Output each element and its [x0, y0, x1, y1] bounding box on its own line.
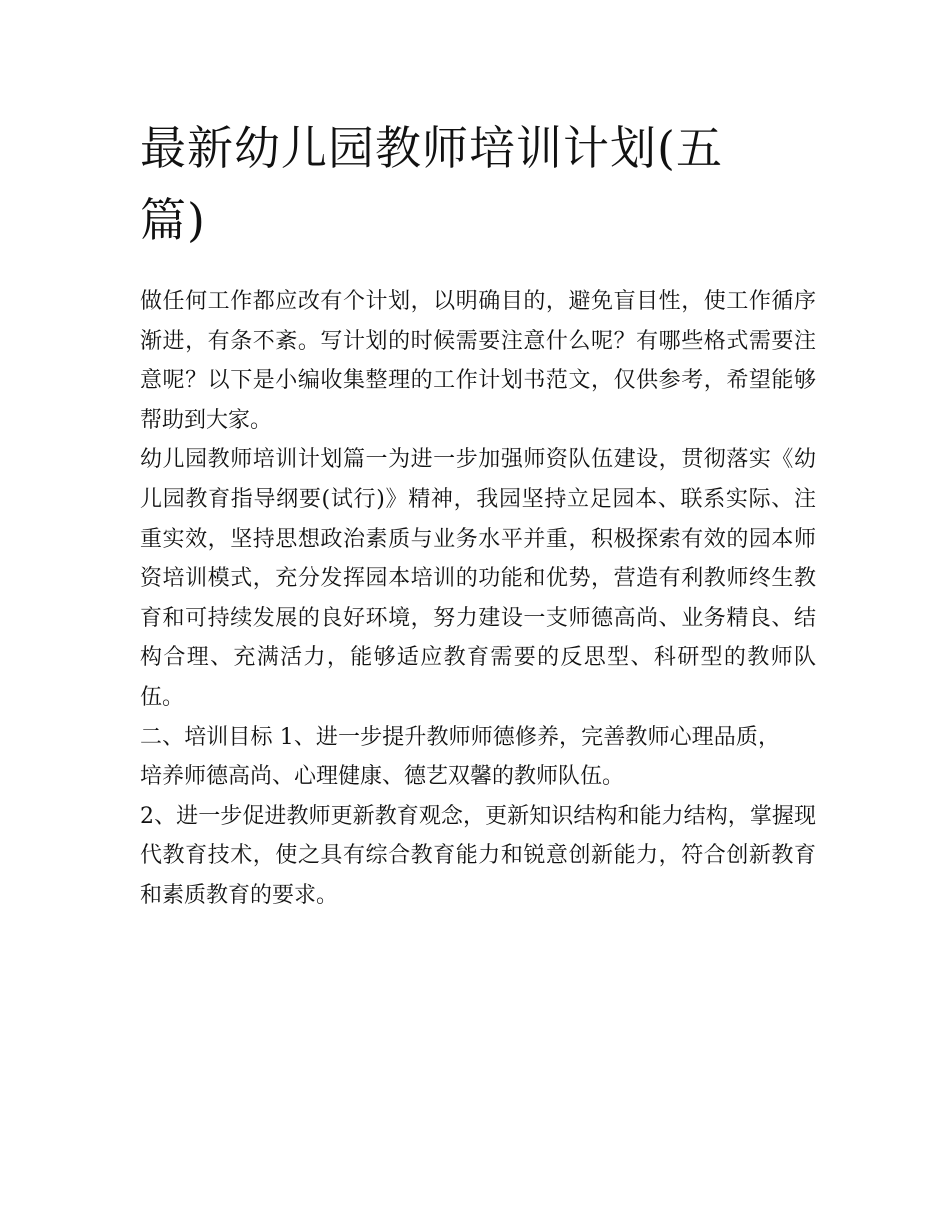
paragraph-plan-one: 幼儿园教师培训计划篇一为进一步加强师资队伍建设，贯彻落实《幼儿园教育指导纲要(试行)》精神，我园坚持立足园本、联系实际、注重实效，坚持思想政治素质与业务水平并重，积极探索有效的园本师资培训模式，充分发挥园本培训的功能和优势，营造有利教师终生教育和可持续发展的良好环境，努力建设一支师德高尚、业务精良、结构合理、充满活力，能够适应教育需要的反思型、科研型的教师队伍。	[140, 447, 816, 710]
document-body	[140, 282, 816, 916]
document-title: 最新幼儿园教师培训计划(五篇)	[140, 121, 723, 247]
paragraph-training-goals: 二、培训目标 1、进一步提升教师师德修养，完善教师心理品质，培养师德高尚、心理健康、德艺双馨的教师队伍。	[140, 724, 780, 790]
paragraph-goal-two: 2、进一步促进教师更新教育观念，更新知识结构和能力结构，掌握现代教育技术，使之具有综合教育能力和锐意创新能力，符合创新教育和素质教育的要求。	[140, 803, 816, 908]
paragraph-intro: 做任何工作都应改有个计划，以明确目的，避免盲目性，使工作循序渐进，有条不紊。写计划的时候需要注意什么呢？有哪些格式需要注意呢？以下是小编收集整理的工作计划书范文，仅供参考，希望能够帮助到大家。	[140, 289, 816, 433]
